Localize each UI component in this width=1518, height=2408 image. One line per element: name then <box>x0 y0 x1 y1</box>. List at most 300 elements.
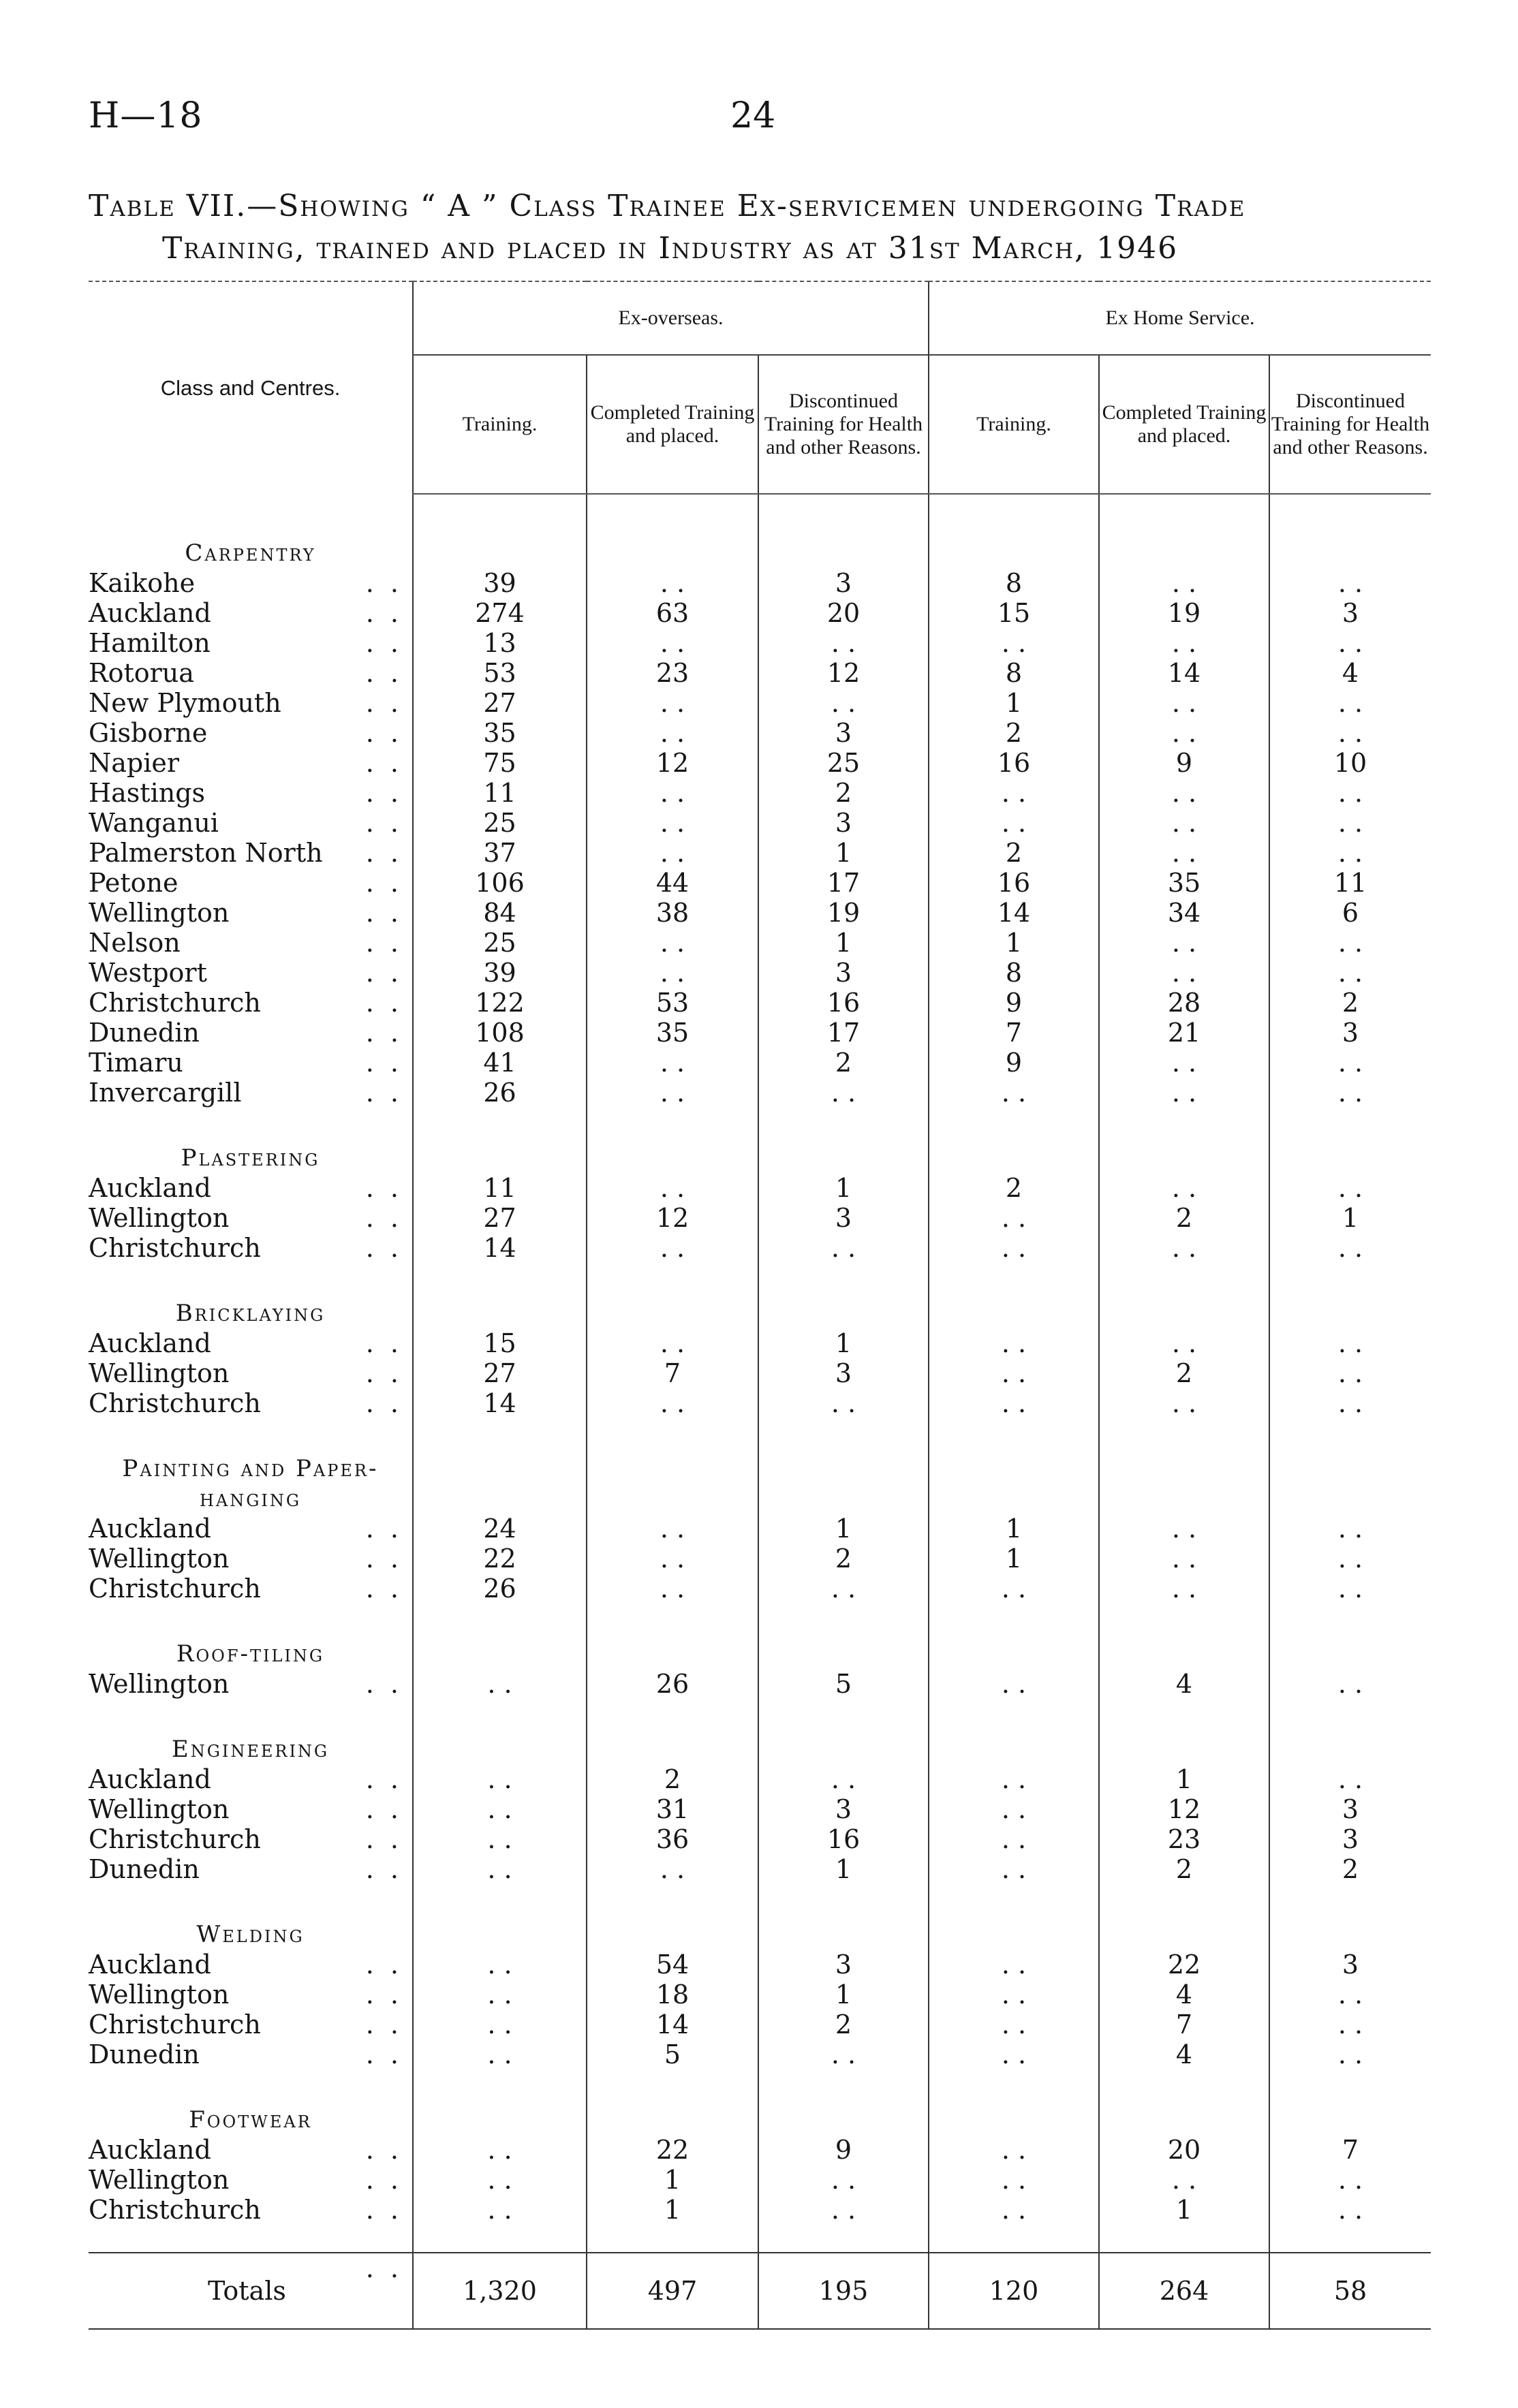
header-overseas-training: Training. <box>413 355 587 494</box>
table-cell: . . <box>413 2135 587 2165</box>
document-reference: H—18 <box>89 95 203 136</box>
leader-dots: . . <box>365 1388 403 1418</box>
table-cell: . . <box>929 1203 1099 1233</box>
table-cell: 24 <box>413 1514 587 1544</box>
table-cell: . . <box>929 2195 1099 2225</box>
table-cell: . . <box>587 1544 758 1574</box>
table-cell: 2 <box>758 778 929 808</box>
table-cell: 106 <box>413 868 587 898</box>
table-cell: . . <box>1269 1388 1431 1418</box>
table-cell: . . <box>1269 1574 1431 1604</box>
table-cell: 3 <box>758 1203 929 1233</box>
table-cell: 11 <box>413 778 587 808</box>
table-cell: 10 <box>1269 748 1431 778</box>
leader-dots: . . <box>365 1358 403 1388</box>
table-cell: 35 <box>413 718 587 748</box>
table-cell: . . <box>1099 1574 1269 1604</box>
table-cell: 2 <box>929 718 1099 748</box>
header-home-completed: Completed Training and placed. <box>1099 355 1269 494</box>
table-cell: . . <box>413 1980 587 2010</box>
centre-name: Christchurch <box>89 988 261 1018</box>
table-cell: . . <box>413 1824 587 1854</box>
section-spacer <box>89 1884 1431 1911</box>
row-centre-cell <box>89 808 413 838</box>
centre-name: New Plymouth <box>89 688 281 718</box>
header-overseas-discontinued: Discontinued Training for Health and other Reasons. <box>758 355 929 494</box>
totals-cell: 1,320 <box>413 2253 587 2329</box>
table-cell: 84 <box>413 898 587 928</box>
table-row <box>89 1358 1431 1388</box>
row-centre-cell <box>89 2135 413 2165</box>
table-cell: 19 <box>758 898 929 928</box>
table-title <box>89 185 1431 270</box>
row-centre-cell <box>89 1574 413 1604</box>
table-row <box>89 1574 1431 1604</box>
leader-dots: . . <box>365 2135 403 2165</box>
table-row <box>89 2039 1431 2069</box>
table-row <box>89 2135 1431 2165</box>
table-cell: . . <box>587 1173 758 1203</box>
table-cell: . . <box>758 1574 929 1604</box>
table-cell: 35 <box>1099 868 1269 898</box>
table-cell: . . <box>1099 2165 1269 2195</box>
table-cell: 14 <box>929 898 1099 928</box>
leader-dots: . . <box>365 1669 403 1699</box>
table-cell: 14 <box>587 2010 758 2039</box>
row-centre-cell <box>89 598 413 628</box>
section-heading-row <box>89 1726 1431 1764</box>
leader-dots: . . <box>365 928 403 958</box>
row-centre-cell <box>89 1950 413 1980</box>
leader-dots: . . <box>365 838 403 868</box>
row-centre-cell <box>89 1358 413 1388</box>
table-cell: 3 <box>758 568 929 598</box>
table-row <box>89 598 1431 628</box>
row-centre-cell <box>89 1048 413 1078</box>
table-cell: . . <box>587 1233 758 1263</box>
table-cell: 2 <box>929 1173 1099 1203</box>
leader-dots: . . <box>365 1854 403 1884</box>
table-cell: 9 <box>929 988 1099 1018</box>
centre-name: Wellington <box>89 1203 230 1233</box>
table-cell: . . <box>929 1980 1099 2010</box>
header-ex-overseas: Ex-overseas. <box>413 282 929 355</box>
table-cell: . . <box>1269 718 1431 748</box>
table-cell: 31 <box>587 1794 758 1824</box>
table-cell: . . <box>929 1574 1099 1604</box>
table-cell: 8 <box>929 958 1099 988</box>
centre-name: Auckland <box>89 1328 211 1358</box>
table-row <box>89 568 1431 598</box>
centre-name: Auckland <box>89 1514 211 1544</box>
centre-name: Wellington <box>89 1669 230 1699</box>
table-row <box>89 1980 1431 2010</box>
table-cell: 2 <box>587 1764 758 1794</box>
table-row <box>89 1203 1431 1233</box>
row-centre-cell <box>89 2165 413 2195</box>
table-cell: . . <box>758 2165 929 2195</box>
row-centre-cell <box>89 1514 413 1544</box>
row-centre-cell <box>89 868 413 898</box>
table-cell: 3 <box>758 958 929 988</box>
row-centre-cell <box>89 1669 413 1699</box>
table-row <box>89 778 1431 808</box>
table-cell: . . <box>929 808 1099 838</box>
table-cell: 27 <box>413 688 587 718</box>
leader-dots: . . <box>365 2165 403 2195</box>
table-cell: 122 <box>413 988 587 1018</box>
table-cell: 12 <box>758 658 929 688</box>
centre-name: Christchurch <box>89 1388 261 1418</box>
table-cell: . . <box>413 1854 587 1884</box>
centre-name: Invercargill <box>89 1078 242 1108</box>
table-cell: 9 <box>758 2135 929 2165</box>
table-cell: 53 <box>587 988 758 1018</box>
row-centre-cell <box>89 628 413 658</box>
table-cell: 16 <box>929 748 1099 778</box>
table-cell: 22 <box>1099 1950 1269 1980</box>
table-cell: 20 <box>1099 2135 1269 2165</box>
table-row <box>89 838 1431 868</box>
table-row <box>89 748 1431 778</box>
table-cell: 54 <box>587 1950 758 1980</box>
row-centre-cell <box>89 838 413 868</box>
leader-dots: . . <box>365 1950 403 1980</box>
header-ex-home-service: Ex Home Service. <box>929 282 1431 355</box>
table-cell: . . <box>1269 2010 1431 2039</box>
table-cell: . . <box>1269 958 1431 988</box>
table-row <box>89 1173 1431 1203</box>
table-cell: 23 <box>1099 1824 1269 1854</box>
table-cell: 39 <box>413 568 587 598</box>
leader-dots: . . <box>365 1233 403 1263</box>
table-row <box>89 1794 1431 1824</box>
centre-name: Wellington <box>89 1544 230 1574</box>
table-cell: . . <box>1099 1514 1269 1544</box>
table-cell: 108 <box>413 1018 587 1048</box>
table-cell: . . <box>1269 1078 1431 1108</box>
row-centre-cell <box>89 658 413 688</box>
row-centre-cell <box>89 958 413 988</box>
table-cell: 4 <box>1099 1669 1269 1699</box>
table-cell: 1 <box>1099 1764 1269 1794</box>
row-centre-cell <box>89 748 413 778</box>
section-spacer <box>89 1699 1431 1726</box>
leader-dots: . . <box>365 688 403 718</box>
table-cell: 1 <box>587 2165 758 2195</box>
table-cell: 1 <box>929 928 1099 958</box>
table-cell: 1 <box>929 688 1099 718</box>
centre-name: Westport <box>89 958 207 988</box>
leader-dots: . . <box>365 1574 403 1604</box>
row-centre-cell <box>89 1078 413 1108</box>
table-cell: 38 <box>587 898 758 928</box>
table-cell: 25 <box>758 748 929 778</box>
row-centre-cell <box>89 2010 413 2039</box>
table-cell: . . <box>929 1824 1099 1854</box>
table-cell: . . <box>587 1078 758 1108</box>
table-cell: . . <box>1099 838 1269 868</box>
table-row <box>89 808 1431 838</box>
centre-name: Auckland <box>89 1950 211 1980</box>
table-row <box>89 658 1431 688</box>
table-cell: 2 <box>1099 1358 1269 1388</box>
page-number: 24 <box>730 95 776 136</box>
centre-name: Timaru <box>89 1048 183 1078</box>
table-cell: 6 <box>1269 898 1431 928</box>
table-row <box>89 898 1431 928</box>
centre-name: Christchurch <box>89 2195 261 2225</box>
table-cell: . . <box>1269 1669 1431 1699</box>
table-cell: 2 <box>758 2010 929 2039</box>
totals-cell: 264 <box>1099 2253 1269 2329</box>
table-cell: . . <box>1099 688 1269 718</box>
row-centre-cell <box>89 1018 413 1048</box>
table-body <box>89 494 1431 2329</box>
table-cell: 26 <box>413 1078 587 1108</box>
centre-name: Auckland <box>89 1173 211 1203</box>
row-centre-cell <box>89 688 413 718</box>
table-row <box>89 928 1431 958</box>
header-home-training: Training. <box>929 355 1099 494</box>
table-cell: 22 <box>413 1544 587 1574</box>
leader-dots: . . <box>365 1824 403 1854</box>
totals-cell: 58 <box>1269 2253 1431 2329</box>
centre-name: Christchurch <box>89 2010 261 2039</box>
table-cell: . . <box>929 1328 1099 1358</box>
centre-name: Dunedin <box>89 2039 200 2069</box>
table-cell: 9 <box>1099 748 1269 778</box>
table-cell: 9 <box>929 1048 1099 1078</box>
table-cell: . . <box>587 958 758 988</box>
table-cell: . . <box>929 1854 1099 1884</box>
table-cell: . . <box>1269 1233 1431 1263</box>
centre-name: Auckland <box>89 1764 211 1794</box>
table-cell: 23 <box>587 658 758 688</box>
section-heading: Painting and Paper-hanging <box>122 1455 379 1512</box>
totals-label: Totals <box>208 2276 286 2306</box>
table-cell: . . <box>1269 808 1431 838</box>
table-cell: . . <box>1099 778 1269 808</box>
table-cell: 1 <box>1269 1203 1431 1233</box>
table-cell: . . <box>1269 2165 1431 2195</box>
table-cell: . . <box>587 838 758 868</box>
table-cell: 274 <box>413 598 587 628</box>
table-cell: . . <box>1269 1048 1431 1078</box>
table-cell: 14 <box>413 1233 587 1263</box>
table-cell: 14 <box>413 1388 587 1418</box>
table-cell: . . <box>1269 1764 1431 1794</box>
section-heading-row <box>89 530 1431 568</box>
centre-name: Christchurch <box>89 1574 261 1604</box>
section-heading: Roof-tiling <box>176 1640 325 1668</box>
section-heading: Carpentry <box>185 540 316 567</box>
table-cell: . . <box>1269 2195 1431 2225</box>
table-cell: . . <box>758 688 929 718</box>
table-row <box>89 2010 1431 2039</box>
row-centre-cell <box>89 1233 413 1263</box>
row-centre-cell <box>89 1764 413 1794</box>
table-cell: 7 <box>1269 2135 1431 2165</box>
table-cell: . . <box>758 1078 929 1108</box>
row-centre-cell <box>89 718 413 748</box>
table-cell: 35 <box>587 1018 758 1048</box>
table-cell: 28 <box>1099 988 1269 1018</box>
table-row <box>89 1950 1431 1980</box>
table-cell: 19 <box>1099 598 1269 628</box>
table-cell: 1 <box>758 1328 929 1358</box>
table-row <box>89 958 1431 988</box>
table-cell: 16 <box>758 988 929 1018</box>
leader-dots: . . <box>365 1544 403 1574</box>
table-cell: 2 <box>758 1544 929 1574</box>
table-row <box>89 718 1431 748</box>
table-row <box>89 1764 1431 1794</box>
table-cell: 41 <box>413 1048 587 1078</box>
table-cell: 63 <box>587 598 758 628</box>
table-cell: 53 <box>413 658 587 688</box>
table-cell: 3 <box>1269 1018 1431 1048</box>
header-class-centres: Class and Centres. <box>160 375 341 400</box>
row-centre-cell <box>89 1794 413 1824</box>
totals-label-cell <box>89 2253 413 2329</box>
table-cell: . . <box>587 778 758 808</box>
leader-dots: . . <box>365 1048 403 1078</box>
table-cell: . . <box>1099 628 1269 658</box>
table-cell: . . <box>929 1233 1099 1263</box>
table-cell: . . <box>587 1328 758 1358</box>
table-cell: 3 <box>1269 1950 1431 1980</box>
leader-dots: . . <box>365 2010 403 2039</box>
leader-dots: . . <box>365 2039 403 2069</box>
table-cell: . . <box>1099 1173 1269 1203</box>
table-title-line-2: Training, trained and placed in Industry as at 31st March, 1946 <box>162 231 1179 266</box>
table-cell: 3 <box>758 1950 929 1980</box>
table-cell: . . <box>1269 568 1431 598</box>
row-centre-cell <box>89 928 413 958</box>
row-centre-cell <box>89 1173 413 1203</box>
section-heading-row <box>89 1911 1431 1950</box>
leader-dots: . . <box>365 868 403 898</box>
leader-dots: . . <box>365 898 403 928</box>
leader-dots: . . <box>365 598 403 628</box>
table-cell: . . <box>1269 1173 1431 1203</box>
table-cell: 18 <box>587 1980 758 2010</box>
table-row <box>89 688 1431 718</box>
section-heading: Bricklaying <box>175 1300 326 1327</box>
leader-dots: . . <box>365 808 403 838</box>
table-cell: 2 <box>1269 1854 1431 1884</box>
section-heading-row <box>89 1445 1431 1514</box>
table-row <box>89 1048 1431 1078</box>
table-cell: 75 <box>413 748 587 778</box>
leader-dots: . . <box>365 1514 403 1544</box>
centre-name: Wellington <box>89 1980 230 2010</box>
table-cell: 8 <box>929 658 1099 688</box>
header-overseas-completed: Completed Training and placed. <box>587 355 758 494</box>
leader-dots: . . <box>365 658 403 688</box>
centre-name: Gisborne <box>89 718 208 748</box>
table-cell: 3 <box>1269 598 1431 628</box>
table-cell: . . <box>929 778 1099 808</box>
table-cell: 5 <box>758 1669 929 1699</box>
table-cell: 4 <box>1099 1980 1269 2010</box>
table-cell: . . <box>1099 1233 1269 1263</box>
table-cell: 8 <box>929 568 1099 598</box>
table-cell: 25 <box>413 808 587 838</box>
table-cell: 36 <box>587 1824 758 1854</box>
table-cell: . . <box>413 2195 587 2225</box>
table-cell: . . <box>758 1388 929 1418</box>
table-row <box>89 1233 1431 1263</box>
row-centre-cell <box>89 1328 413 1358</box>
table-cell: . . <box>929 2165 1099 2195</box>
table-row <box>89 1514 1431 1544</box>
table-row <box>89 1328 1431 1358</box>
centre-name: Christchurch <box>89 1824 261 1854</box>
centre-name: Kaikohe <box>89 568 196 598</box>
leader-dots: . . <box>365 748 403 778</box>
table-cell: 34 <box>1099 898 1269 928</box>
trainee-table <box>89 281 1431 2330</box>
leader-dots: . . <box>365 718 403 748</box>
centre-name: Nelson <box>89 928 181 958</box>
table-cell: 7 <box>929 1018 1099 1048</box>
table-cell: . . <box>929 1078 1099 1108</box>
centre-name: Dunedin <box>89 1854 200 1884</box>
table-cell: . . <box>587 808 758 838</box>
section-spacer <box>89 2069 1431 2097</box>
table-cell: 27 <box>413 1203 587 1233</box>
section-heading: Plastering <box>181 1144 320 1172</box>
leader-dots: . . <box>365 2195 403 2225</box>
table-cell: 1 <box>929 1544 1099 1574</box>
table-cell: . . <box>1269 1358 1431 1388</box>
section-heading-row <box>89 1631 1431 1669</box>
table-cell: . . <box>1099 1078 1269 1108</box>
table-cell: . . <box>1099 1048 1269 1078</box>
leader-dots: . . <box>365 958 403 988</box>
table-cell: 1 <box>1099 2195 1269 2225</box>
centre-name: Auckland <box>89 2135 211 2165</box>
section-spacer <box>89 1263 1431 1290</box>
row-centre-cell <box>89 1388 413 1418</box>
centre-name: Wellington <box>89 2165 230 2195</box>
table-cell: . . <box>587 568 758 598</box>
table-cell: 12 <box>587 748 758 778</box>
table-cell: . . <box>587 1048 758 1078</box>
table-cell: . . <box>929 1669 1099 1699</box>
centre-name: Petone <box>89 868 179 898</box>
centre-name: Christchurch <box>89 1233 261 1263</box>
table-row <box>89 1854 1431 1884</box>
table-cell: 12 <box>587 1203 758 1233</box>
table-cell: 2 <box>758 1048 929 1078</box>
table-cell: 22 <box>587 2135 758 2165</box>
table-cell: . . <box>413 2039 587 2069</box>
row-centre-cell <box>89 988 413 1018</box>
table-cell: . . <box>587 1388 758 1418</box>
table-cell: . . <box>758 1764 929 1794</box>
table-cell: 11 <box>1269 868 1431 898</box>
table-cell: 13 <box>413 628 587 658</box>
table-cell: . . <box>1099 568 1269 598</box>
table-cell: . . <box>587 688 758 718</box>
table-cell: . . <box>929 1388 1099 1418</box>
table-row <box>89 1388 1431 1418</box>
table-cell: 1 <box>758 1514 929 1544</box>
table-cell: 5 <box>587 2039 758 2069</box>
